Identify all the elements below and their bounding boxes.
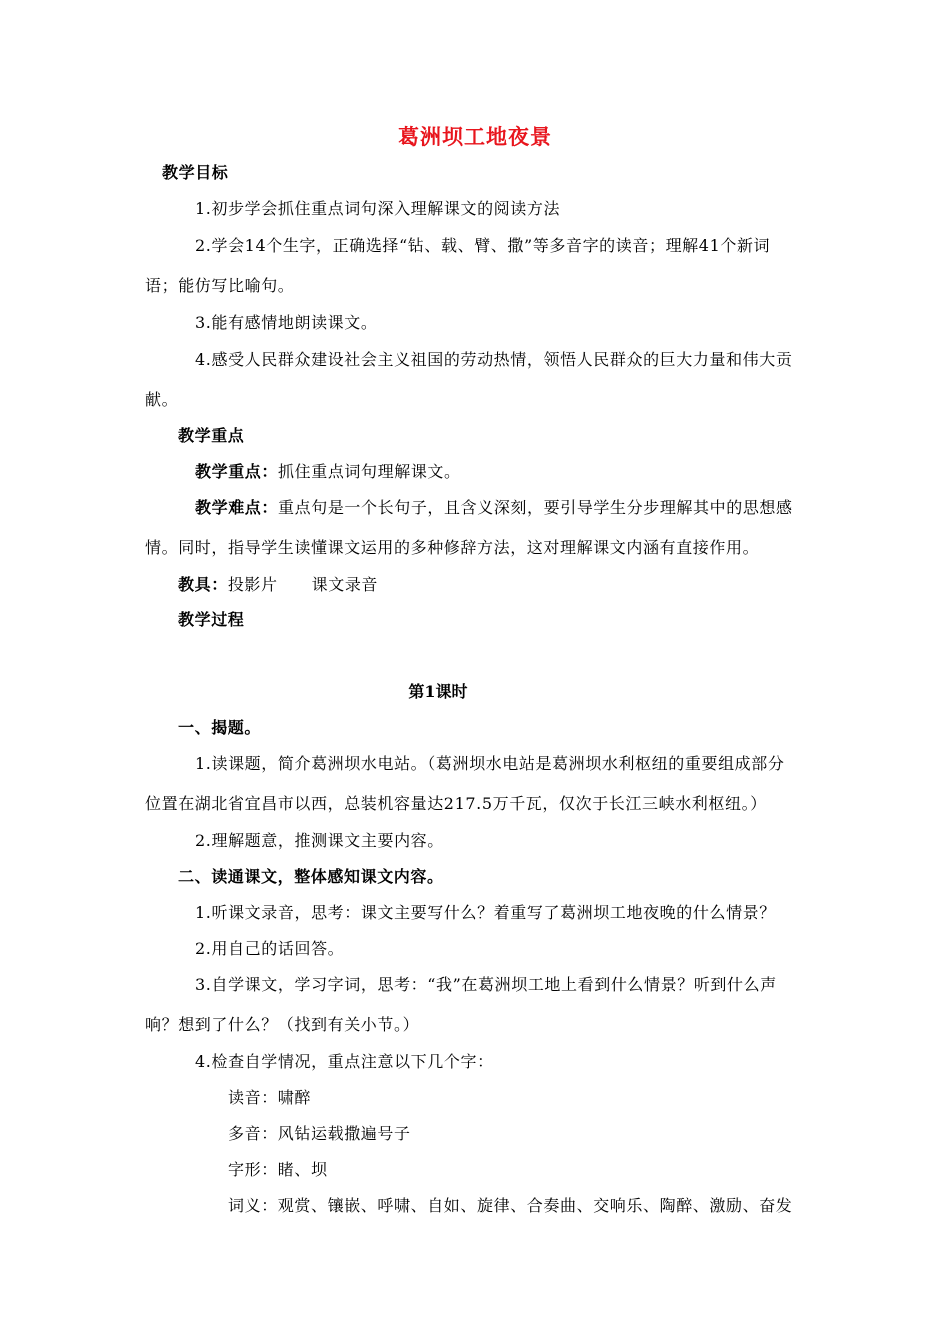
pronunciation-line: 读音：啸醉 (228, 1088, 312, 1107)
objectives-heading: 教学目标 (162, 163, 229, 182)
section-2-item-3-line-1: 3.自学课文，学习字词，思考：“我”在葛洲坝工地上看到什么情景？听到什么声 (195, 975, 777, 994)
objective-item-1: 1.初步学会抓住重点词句深入理解课文的阅读方法 (195, 199, 561, 218)
section-1-item-1-line-1: 1.读课题，简介葛洲坝水电站。（葛洲坝水电站是葛洲坝水利枢纽的重要组成部分 (195, 754, 785, 773)
section-2-item-3-line-2: 响？想到了什么？（找到有关小节。） (145, 1015, 420, 1034)
objective-item-4-line-1: 4.感受人民群众建设社会主义祖国的劳动热情，领悟人民群众的巨大力量和伟大贡 (195, 350, 793, 369)
polyphones-line: 多音：风钻运载撒遍号子 (228, 1124, 411, 1143)
glyphs-line: 字形：睹、坝 (228, 1160, 328, 1179)
meanings-line: 词义：观赏、镶嵌、呼啸、自如、旋律、合奏曲、交响乐、陶醉、激励、奋发 (228, 1196, 793, 1215)
section-2-item-2: 2.用自己的话回答。 (195, 939, 345, 958)
tools-line (178, 575, 378, 595)
section-2-item-1: 1.听课文录音，思考：课文主要写什么？着重写了葛洲坝工地夜晚的什么情景？ (195, 903, 776, 922)
tools-item-2: 课文录音 (311, 575, 379, 594)
section-2-item-4: 4.检查自学情况，重点注意以下几个字： (195, 1052, 494, 1071)
section-1-item-2: 2.理解题意，推测课文主要内容。 (195, 831, 444, 850)
section-1-item-1-line-2: 位置在湖北省宜昌市以西，总装机容量达217.5万千瓦，仅次于长江三峡水利枢纽。） (145, 794, 767, 813)
focus-label: 教学重点： (195, 462, 279, 481)
objective-item-4-line-2: 献。 (145, 390, 179, 409)
objective-item-2-line-2: 语；能仿写比喻句。 (145, 276, 295, 295)
focus-line (195, 462, 461, 482)
objective-item-2-line-1: 2.学会14个生字，正确选择“钻、载、臂、撒”等多音字的读音；理解41个新词 (195, 236, 771, 255)
difficulty-line-2: 情。同时，指导学生读懂课文运用的多种修辞方法，这对理解课文内涵有直接作用。 (145, 538, 760, 557)
section-1-heading: 一、揭题。 (178, 718, 262, 737)
tools-label: 教具： (178, 575, 228, 594)
difficulty-line-1 (195, 498, 793, 518)
focus-text: 抓住重点词句理解课文。 (278, 462, 461, 481)
difficulty-text-1: 重点句是一个长句子，且含义深刻，要引导学生分步理解其中的思想感 (278, 498, 793, 517)
key-points-heading: 教学重点 (178, 426, 245, 445)
process-heading: 教学过程 (178, 610, 245, 629)
document-title: 葛洲坝工地夜景 (398, 124, 552, 149)
section-2-heading: 二、读通课文，整体感知课文内容。 (178, 867, 444, 886)
lesson-1-heading: 第1课时 (408, 682, 468, 701)
tools-item-1: 投影片 (227, 575, 278, 594)
objective-item-3: 3.能有感情地朗读课文。 (195, 313, 378, 332)
difficulty-label: 教学难点： (195, 498, 279, 517)
